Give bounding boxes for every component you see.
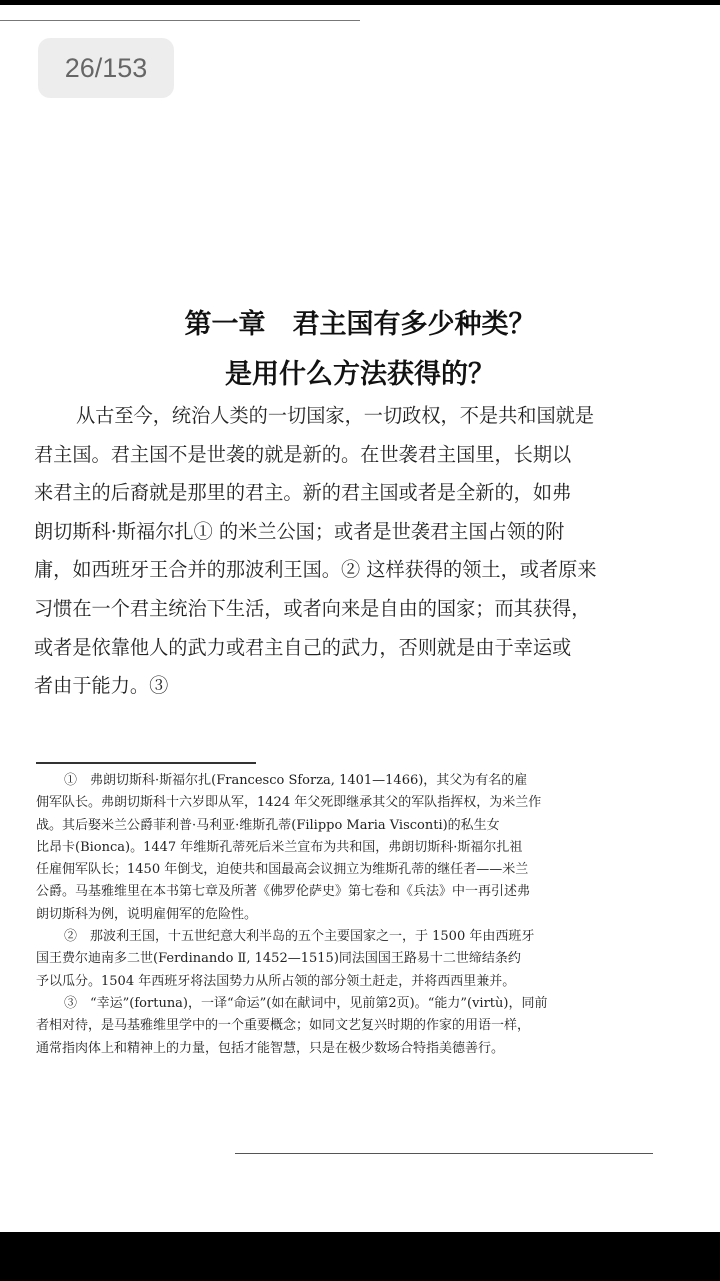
body-line: 从古至今，统治人类的一切国家，一切政权，不是共和国就是: [76, 404, 595, 427]
footnote-line: ① 弗朗切斯科·斯福尔扎(Francesco Sforza, 1401—1466)，其父为有名的雇: [64, 773, 528, 788]
footnote-line: ② 那波利王国，十五世纪意大利半岛的五个主要国家之一，于 1500 年由西班牙: [64, 929, 535, 945]
footnote-line: 朗切斯科为例，说明雇佣军的危险性。: [36, 906, 258, 922]
page-counter-badge: [38, 38, 174, 98]
footnote-line: 者相对待，是马基雅维里学中的一个重要概念；如同文艺复兴时期的作家的用语一样，: [36, 1018, 531, 1034]
body-line: 庸，如西班牙王合并的那波利王国。② 这样获得的领土，或者原来: [34, 558, 597, 582]
body-line: 来君主的后裔就是那里的君主。新的君主国或者是全新的，如弗: [34, 481, 572, 505]
footnotes: [36, 770, 656, 1060]
body-line: 朗切斯科·斯福尔扎① 的米兰公国；或者是世袭君主国占领的附: [34, 519, 565, 543]
footnote-line: 战。其后娶米兰公爵菲利普·马利亚·维斯孔蒂(Filippo Maria Visconti)的私生女: [36, 817, 500, 833]
footnote-line: 国王费尔迪南多二世(Ferdinando Ⅱ, 1452—1515)同法国国王路易十二世缔结条约: [36, 951, 521, 967]
page-counter-text: 26/153: [64, 52, 148, 83]
chapter-title: [0, 300, 720, 400]
chapter-title-line-1: 第一章 君主国有多少种类？: [184, 309, 536, 340]
footnote-line: 佣军队长。弗朗切斯科十六岁即从军，1424 年父死即继承其父的军队指挥权，为米兰作: [36, 795, 542, 811]
body-line: 习惯在一个君主统治下生活，或者向来是自由的国家；而其获得，: [34, 596, 591, 620]
chapter-title-line-2: 是用什么方法获得的？: [225, 359, 495, 390]
status-bar: [0, 0, 720, 5]
footnote-line: 公爵。马基雅维里在本书第七章及所著《佛罗伦萨史》第七卷和《兵法》中一再引述弗: [36, 884, 531, 900]
footnote-line: 予以瓜分。1504 年西班牙将法国势力从所占领的部分领土赶走，并将西西里兼并。: [36, 973, 516, 989]
bottom-bar: [0, 1232, 720, 1281]
scan-bottom-rule: [235, 1153, 653, 1154]
footnote-line: 比昂卡(Bionca)。1447 年维斯孔蒂死后米兰宣布为共和国，弗朗切斯科·斯福尔扎祖: [36, 839, 523, 855]
body-line: 者由于能力。③: [34, 674, 169, 698]
footnote-line: ③ “幸运”(fortuna)，一译“命运”(如在献词中，见前第2页)。“能力”(virtù)，同前: [64, 995, 548, 1011]
scan-top-rule: [0, 20, 360, 21]
footnote-line: 任雇佣军队长；1450 年倒戈，迫使共和国最高会议拥立为维斯孔蒂的继任者——米兰: [36, 862, 529, 878]
body-paragraph: [34, 397, 654, 706]
body-line: 君主国。君主国不是世袭的就是新的。在世袭君主国里，长期以: [34, 442, 572, 466]
body-line: 或者是依靠他人的武力或君主自己的武力，否则就是由于幸运或: [34, 635, 572, 659]
footnote-separator: [36, 762, 256, 764]
footnote-line: 通常指肉体上和精神上的力量，包括才能智慧，只是在极少数场合特指美德善行。: [36, 1040, 505, 1056]
